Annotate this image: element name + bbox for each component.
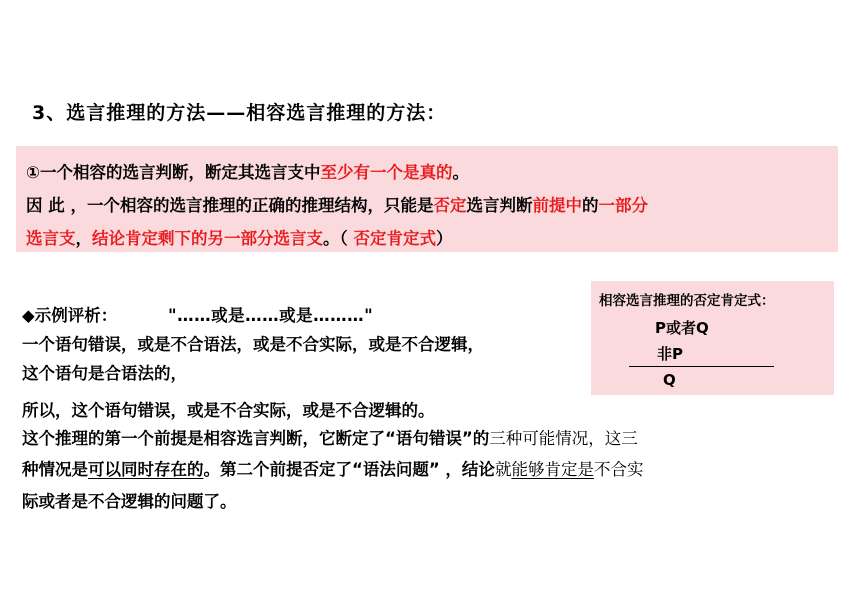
definition-line-2 [26,189,830,222]
definition-line-1 [26,156,830,189]
example-pattern: "……或是……或是………" [168,306,374,325]
example-conclusion: 所以，这个语句错误，或是不合实际，或是不合逻辑的。 [22,401,435,420]
text-span: 因 此 ，一个相容的选言推理的正确的推理结构，只能是 [26,196,434,215]
underlined-coexist: 可以同时存在的 [88,460,204,479]
highlight-negate: 否定 [433,196,467,215]
underlined-can-affirm: 能够肯定是 [511,460,594,479]
formula-title: 相容选言推理的否定肯定式： [599,293,775,309]
example-label: ◆示例评析： [22,306,118,325]
text-span: 三种可能情况，这三 [489,429,638,448]
text-span: ， [75,229,92,248]
highlight-conclusion: 结论肯定剩下的另一部分选言支 [92,229,323,248]
formula-premise-2: 非P [657,345,683,363]
text-span: 就 [494,460,512,479]
text-span: 选言判断 [466,196,533,215]
example-premise-2: 这个语句是合语法的， [22,364,187,383]
highlight-at-least-one-true: 至少有一个是真的 [320,163,453,182]
highlight-disjunct: 选言支 [26,229,76,248]
highlight-premise: 前提中 [532,196,582,215]
text-span: 这个推理的第一个前提是相容选言判断，它断定了“语句错误”的 [22,429,490,448]
definition-box [16,146,838,252]
section-heading: 3、选言推理的方法——相容选言推理的方法： [32,102,447,124]
text-span: 不合实 [593,460,644,479]
text-span: 。 [452,163,469,182]
text-span: 的 [582,196,599,215]
example-premise-1: 一个语句错误，或是不合语法，或是不合实际，或是不合逻辑， [22,335,484,354]
text-span: 。第二个前提否定了“语法问题” ，结论 [203,460,495,479]
formula-premise-1: P或者Q [655,319,709,337]
text-span: ①一个相容的选言判断，断定其选言支中 [26,163,321,182]
highlight-part: 一部分 [598,196,648,215]
formula-box [591,281,834,395]
explain-line-3: 际或者是不合逻辑的问题了。 [22,492,237,511]
explain-line-2 [22,456,643,480]
text-span: 。（ [323,229,354,248]
highlight-form-name: 否定肯定式 [353,229,436,248]
text-span: ） [436,229,453,248]
text-span: 种情况是 [22,460,88,479]
explain-line-1 [22,425,638,449]
formula-conclusion: Q [663,371,676,389]
definition-line-3 [26,222,830,255]
formula-divider [629,366,774,367]
